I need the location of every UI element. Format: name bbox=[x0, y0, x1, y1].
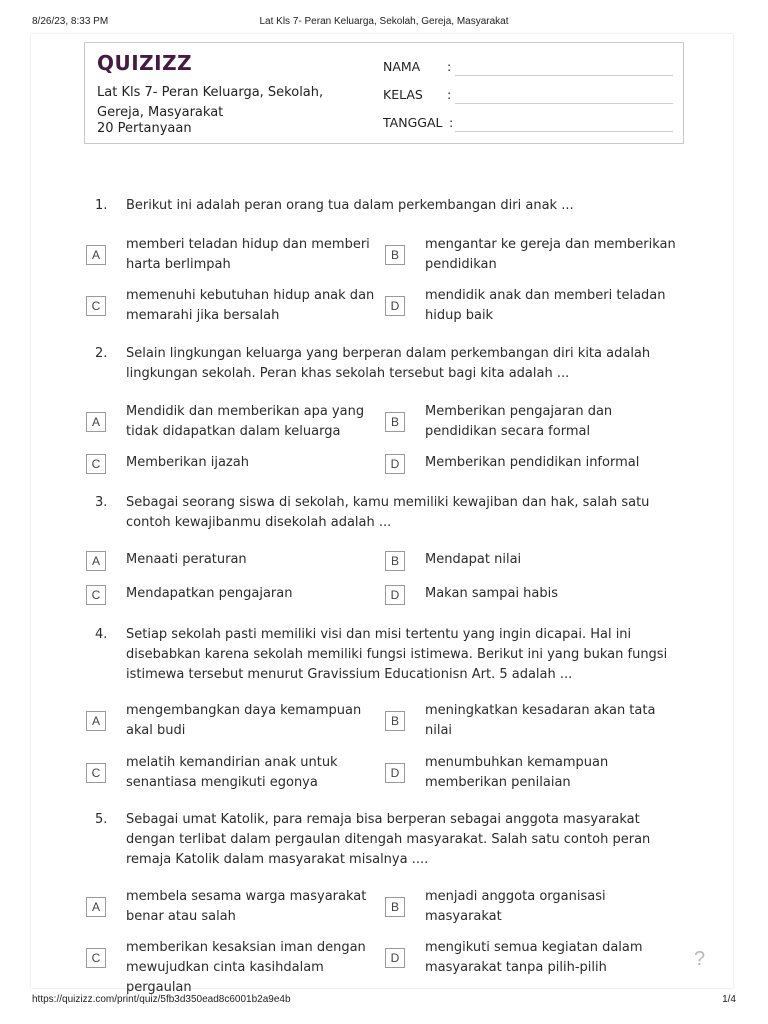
print-datetime: 8/26/23, 8:33 PM bbox=[32, 16, 109, 27]
option-letter-box: C bbox=[86, 296, 106, 316]
option-letter-box: A bbox=[86, 711, 106, 731]
option-text: mendidik anak dan memberi teladan hidup baik bbox=[425, 288, 666, 323]
option-text: Memberikan pengajaran dan pendidikan secara formal bbox=[425, 404, 613, 439]
option-text: Makan sampai habis bbox=[425, 586, 559, 601]
print-url: https://quizizz.com/print/quiz/5fb3d350ead8c6001b2a9e4b bbox=[32, 994, 291, 1005]
class-colon: : bbox=[447, 87, 452, 102]
question-number: 3. bbox=[95, 495, 108, 510]
option-text: mengantar ke gereja dan memberikan pendidikan bbox=[425, 237, 676, 272]
option-letter-box: A bbox=[86, 897, 106, 917]
option-letter-box: A bbox=[86, 245, 106, 265]
option-letter-box: B bbox=[385, 412, 405, 432]
question-text: Selain lingkungan keluarga yang berperan dalam perkembangan diri kita adalah lingkungan sekolah. Peran khas sekolah tersebut bagi kita adalah ... bbox=[126, 346, 651, 381]
option-text: mengembangkan daya kemampuan akal budi bbox=[126, 703, 362, 738]
question-number: 4. bbox=[95, 627, 108, 642]
class-label: KELAS bbox=[383, 87, 423, 102]
option-text: memberi teladan hidup dan memberi harta berlimpah bbox=[126, 237, 370, 272]
question-mark-icon[interactable]: ? bbox=[694, 948, 706, 970]
option-text: Mendapat nilai bbox=[425, 552, 522, 567]
print-footer bbox=[0, 994, 768, 1008]
quiz-header-box bbox=[84, 42, 684, 144]
option-letter-box: D bbox=[385, 296, 405, 316]
question-text: Sebagai seorang siswa di sekolah, kamu memiliki kewajiban dan hak, salah satu contoh kewajibanmu disekolah adalah ... bbox=[126, 495, 650, 530]
quiz-title: Lat Kls 7- Peran Keluarga, Sekolah, Gereja, Masyarakat bbox=[97, 85, 324, 120]
option-text: membela sesama warga masyarakat benar atau salah bbox=[126, 889, 367, 924]
option-text: Menaati peraturan bbox=[126, 552, 247, 567]
option-letter-box: D bbox=[385, 763, 405, 783]
question-number: 5. bbox=[95, 812, 108, 827]
option-letter-box: D bbox=[385, 585, 405, 605]
name-label: NAMA bbox=[383, 59, 421, 74]
option-letter-box: D bbox=[385, 454, 405, 474]
class-line bbox=[455, 103, 673, 104]
question-number: 2. bbox=[95, 346, 108, 361]
option-text: meningkatkan kesadaran akan tata nilai bbox=[425, 703, 656, 738]
option-letter-box: C bbox=[86, 763, 106, 783]
option-text: Memberikan pendidikan informal bbox=[425, 455, 640, 470]
quizizz-logo: QUIZIZZ bbox=[97, 51, 193, 75]
print-page-number: 1/4 bbox=[722, 994, 736, 1005]
question-text: Sebagai umat Katolik, para remaja bisa berperan sebagai anggota masyarakat dengan terlibat dalam pergaulan ditengah masyarakat. Salah satu contoh peran remaja Katolik dalam masyarakat misalnya .... bbox=[126, 812, 651, 867]
date-field bbox=[383, 115, 673, 135]
name-colon: : bbox=[447, 59, 452, 74]
question-text: Berikut ini adalah peran orang tua dalam perkembangan diri anak ... bbox=[126, 198, 574, 213]
class-field bbox=[383, 87, 673, 107]
option-text: Memberikan ijazah bbox=[126, 455, 249, 470]
option-letter-box: B bbox=[385, 897, 405, 917]
date-colon: : bbox=[449, 115, 454, 130]
question-count: 20 Pertanyaan bbox=[97, 121, 192, 136]
option-text: memberikan kesaksian iman dengan mewujudkan cinta kasihdalam pergaulan bbox=[126, 940, 366, 995]
option-text: melatih kemandirian anak untuk senantiasa mengikuti egonya bbox=[126, 755, 338, 790]
date-line bbox=[455, 131, 673, 132]
option-letter-box: C bbox=[86, 948, 106, 968]
option-letter-box: B bbox=[385, 551, 405, 571]
option-letter-box: B bbox=[385, 245, 405, 265]
option-text: menumbuhkan kemampuan memberikan penilaian bbox=[425, 755, 609, 790]
option-text: Mendidik dan memberikan apa yang tidak didapatkan dalam keluarga bbox=[126, 404, 365, 439]
option-letter-box: A bbox=[86, 551, 106, 571]
option-text: menjadi anggota organisasi masyarakat bbox=[425, 889, 606, 924]
option-letter-box: C bbox=[86, 585, 106, 605]
name-field bbox=[383, 59, 673, 79]
date-label: TANGGAL bbox=[383, 115, 443, 130]
option-text: Mendapatkan pengajaran bbox=[126, 586, 293, 601]
question-text: Setiap sekolah pasti memiliki visi dan misi tertentu yang ingin dicapai. Hal ini disebabkan karena sekolah memiliki fungsi istimewa. Berikut ini yang bukan fungsi istimewa tersebut menurut Gravissium Educationisn Art. 5 adalah ... bbox=[126, 627, 668, 682]
option-text: memenuhi kebutuhan hidup anak dan memarahi jika bersalah bbox=[126, 288, 375, 323]
option-letter-box: B bbox=[385, 711, 405, 731]
option-text: mengikuti semua kegiatan dalam masyarakat tanpa pilih-pilih bbox=[425, 940, 643, 975]
print-header bbox=[0, 16, 768, 30]
question-number: 1. bbox=[95, 198, 108, 213]
option-letter-box: C bbox=[86, 454, 106, 474]
option-letter-box: D bbox=[385, 948, 405, 968]
option-letter-box: A bbox=[86, 412, 106, 432]
name-line bbox=[455, 75, 673, 76]
print-page-title: Lat Kls 7- Peran Keluarga, Sekolah, Gereja, Masyarakat bbox=[259, 16, 509, 27]
